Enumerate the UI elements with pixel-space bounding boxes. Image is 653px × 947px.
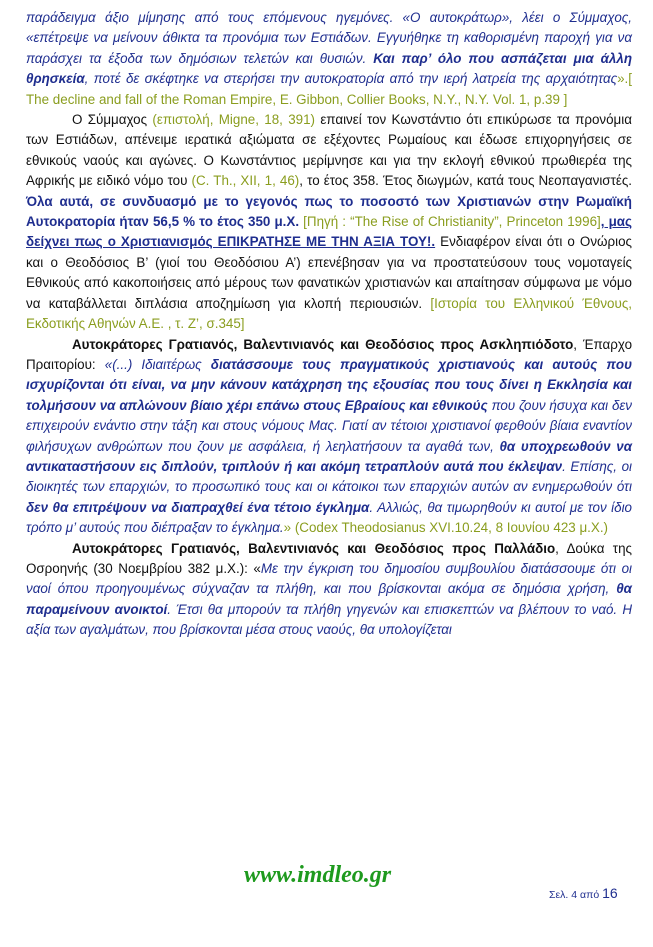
quote-text: . Αλλιώς, θα τιμωρηθούν κι αυτοί με τον ίδιο τρόπο μ’ αυτούς που διέπραξαν το έγκλημα. [26, 499, 633, 536]
body-text: , το έτος 358. Έτος διωγμών, κατά τους Νεοπαγανιστές. [299, 173, 632, 189]
paragraph-1 [26, 8, 632, 110]
quote-text: που ζουν ήσυχα και δεν επιχειρούν ενάντιο στην τάξη και στους νόμους Μας. Γιατί αν τέτοιοι χριστιανοί φερθούν βίαια εναντίον φιλήσυχων ανθρώπων που ζουν με ασφάλεια, ή λεηλατήσουν τα αγαθά των, [26, 397, 632, 454]
body-text: , Έπαρχο Πραιτορίου: [26, 336, 633, 372]
body-text: Ενδιαφέρον είναι ότι ο Ονώριος και ο Θεοδόσιος Β’ (γιοί του Θεοδόσιου Α’) επενέβησαν για να προστατεύσουν τους νομοταγείς Εθνικούς από κακοποιήσεις από μέρους των φανατικών χριστιανών και απαίτησαν σύμφωνα με νόμο να καταβάλλεται διπλάσια αποζημίωση για κλοπή περιουσιών. [26, 234, 632, 311]
emphasis-text: Όλα αυτά, σε συνδυασμό με το γεγονός πως το ποσοστό των Χριστιανών στην Ρωμαϊκή Αυτοκρατορία ήταν 56,5 % το έτος 350 μ.Χ. [26, 193, 632, 230]
document-body [26, 8, 632, 641]
quote-text: Με την έγκριση του δημοσίου συμβουλίου διατάσσουμε ότι οι ναοί όπου προηγουμένως σύχναζαν τα πλήθη, και που βρίσκονται ακόμα σε δημόσια χρήση, [26, 560, 632, 597]
quote-emphasis: Και παρ’ όλο που ασπάζεται μια άλλη θρησκεία [26, 50, 632, 87]
emphasis-underlined: , μας δείχνει πως ο Χριστιανισμός ΕΠΙΚΡΑΤΗΣΕ ΜΕ ΤΗΝ ΑΞΙΑ ΤΟΥ!. [26, 214, 632, 250]
paragraph-3 [26, 335, 632, 539]
citation: ».[ The decline and fall of the Roman Empire, E. Gibbon, Collier Books, N.Y., N.Y. Vol. 1, p.39 ] [26, 71, 632, 107]
page-number [549, 885, 618, 901]
citation: » (Codex Theodosianus XVI.10.24, 8 Ιουνίου 423 μ.Χ.) [283, 520, 608, 536]
quote-emphasis: θα παραμείνουν ανοικτοί [26, 581, 632, 617]
citation: [Πηγή : “The Rise of Christianity”, Princeton 1996] [299, 214, 601, 230]
paragraph-4 [26, 539, 632, 641]
quote-text: . Έτσι θα μπορούν τα πλήθη γηγενών και επισκεπτών να βλέπουν το ναό. Η αξία των αγαλμάτων, που βρίσκονται μέσα στους ναούς, θα υπολογίζεται [26, 601, 632, 638]
quote-text: παράδειγμα άξιο μίμησης από τους επόμενους ηγεμόνες. «Ο αυτοκράτωρ», λέει ο Σύμμαχος, «επέτρεψε να μείνουν άθικτα τα προνόμια των Εστιάδων. Εγγυήθηκε τη καθορισμένη παροχή για να παράσχει τα έξοδα των δημόσιων τελετών και θυσιών. [26, 10, 632, 66]
quote-emphasis: θα υποχρεωθούν να αντικαταστήσουν εις διπλούν, τριπλούν ή και ακόμη τετραπλούν αυτά που έκλεψαν [26, 438, 632, 474]
page-number-prefix: Σελ. 4 από [549, 889, 603, 901]
quote-text: , ποτέ δε σκέφτηκε να στερήσει την αυτοκρατορία από την ιερή λατρεία της αρχαιότητας [84, 71, 618, 87]
body-text: Ο Σύμμαχος [72, 112, 153, 128]
quote-emphasis: διατάσσουμε τους πραγματικούς χριστιανούς και αυτούς που ισχυρίζονται ότι είναι, να μην κάνουν κατάχρηση της εξουσίας που τους δίνει η Εκκλησία και τολμήσουν να απλώνουν βίαιο χέρι επάνω στους Εβραίους και εθνικούς [26, 356, 632, 413]
citation: (επιστολή, Migne, 18, 391) [152, 112, 315, 128]
body-text: επαινεί τον Κωνστάντιο ότι επικύρωσε τα προνόμια των Εστιάδων, απένειμε ιερατικά αξιώματα σε εξέχοντες Ρωμαίους και έδωσε επιχορηγήσεις σε εθνικούς ναούς και αγώνες. Ο Κωνστάντιος μερίμνησε και για την εκλογή εθνικού πρωθιερέα της Αφρικής με ειδικό νόμο του [26, 112, 632, 189]
website-link[interactable]: www.imdleo.gr [244, 862, 392, 888]
quote-text: . Επίσης, οι διοικητές των επαρχιών, το προσωπικό τους και οι κάτοικοι των επαρχιών αυτών αν ενημερωθούν ότι [26, 458, 632, 495]
decree-heading: Αυτοκράτορες Γρατιανός, Βαλεντινιανός και Θεοδόσιος προς Ασκληπιόδοτο [72, 336, 574, 352]
decree-heading: Αυτοκράτορες Γρατιανός, Βαλεντινιανός και Θεοδόσιος προς Παλλάδιο [72, 540, 556, 556]
quote-emphasis: δεν θα επιτρέψουν να διαπραχθεί ένα τέτοιο έγκλημα [26, 499, 370, 515]
citation: [Ιστορία του Ελληνικού Έθνους, Εκδοτικής Αθηνών Α.Ε. , τ. Z’, σ.345] [26, 295, 632, 332]
page-total: 16 [602, 885, 618, 901]
quote-text: «(...) Ιδιαιτέρως [104, 356, 211, 372]
paragraph-2 [26, 110, 632, 334]
citation: (C. Th., XII, 1, 46) [191, 173, 300, 189]
body-text: , Δούκα της Οσροηνής (30 Νοεμβρίου 382 μ.Χ.): « [26, 540, 632, 576]
